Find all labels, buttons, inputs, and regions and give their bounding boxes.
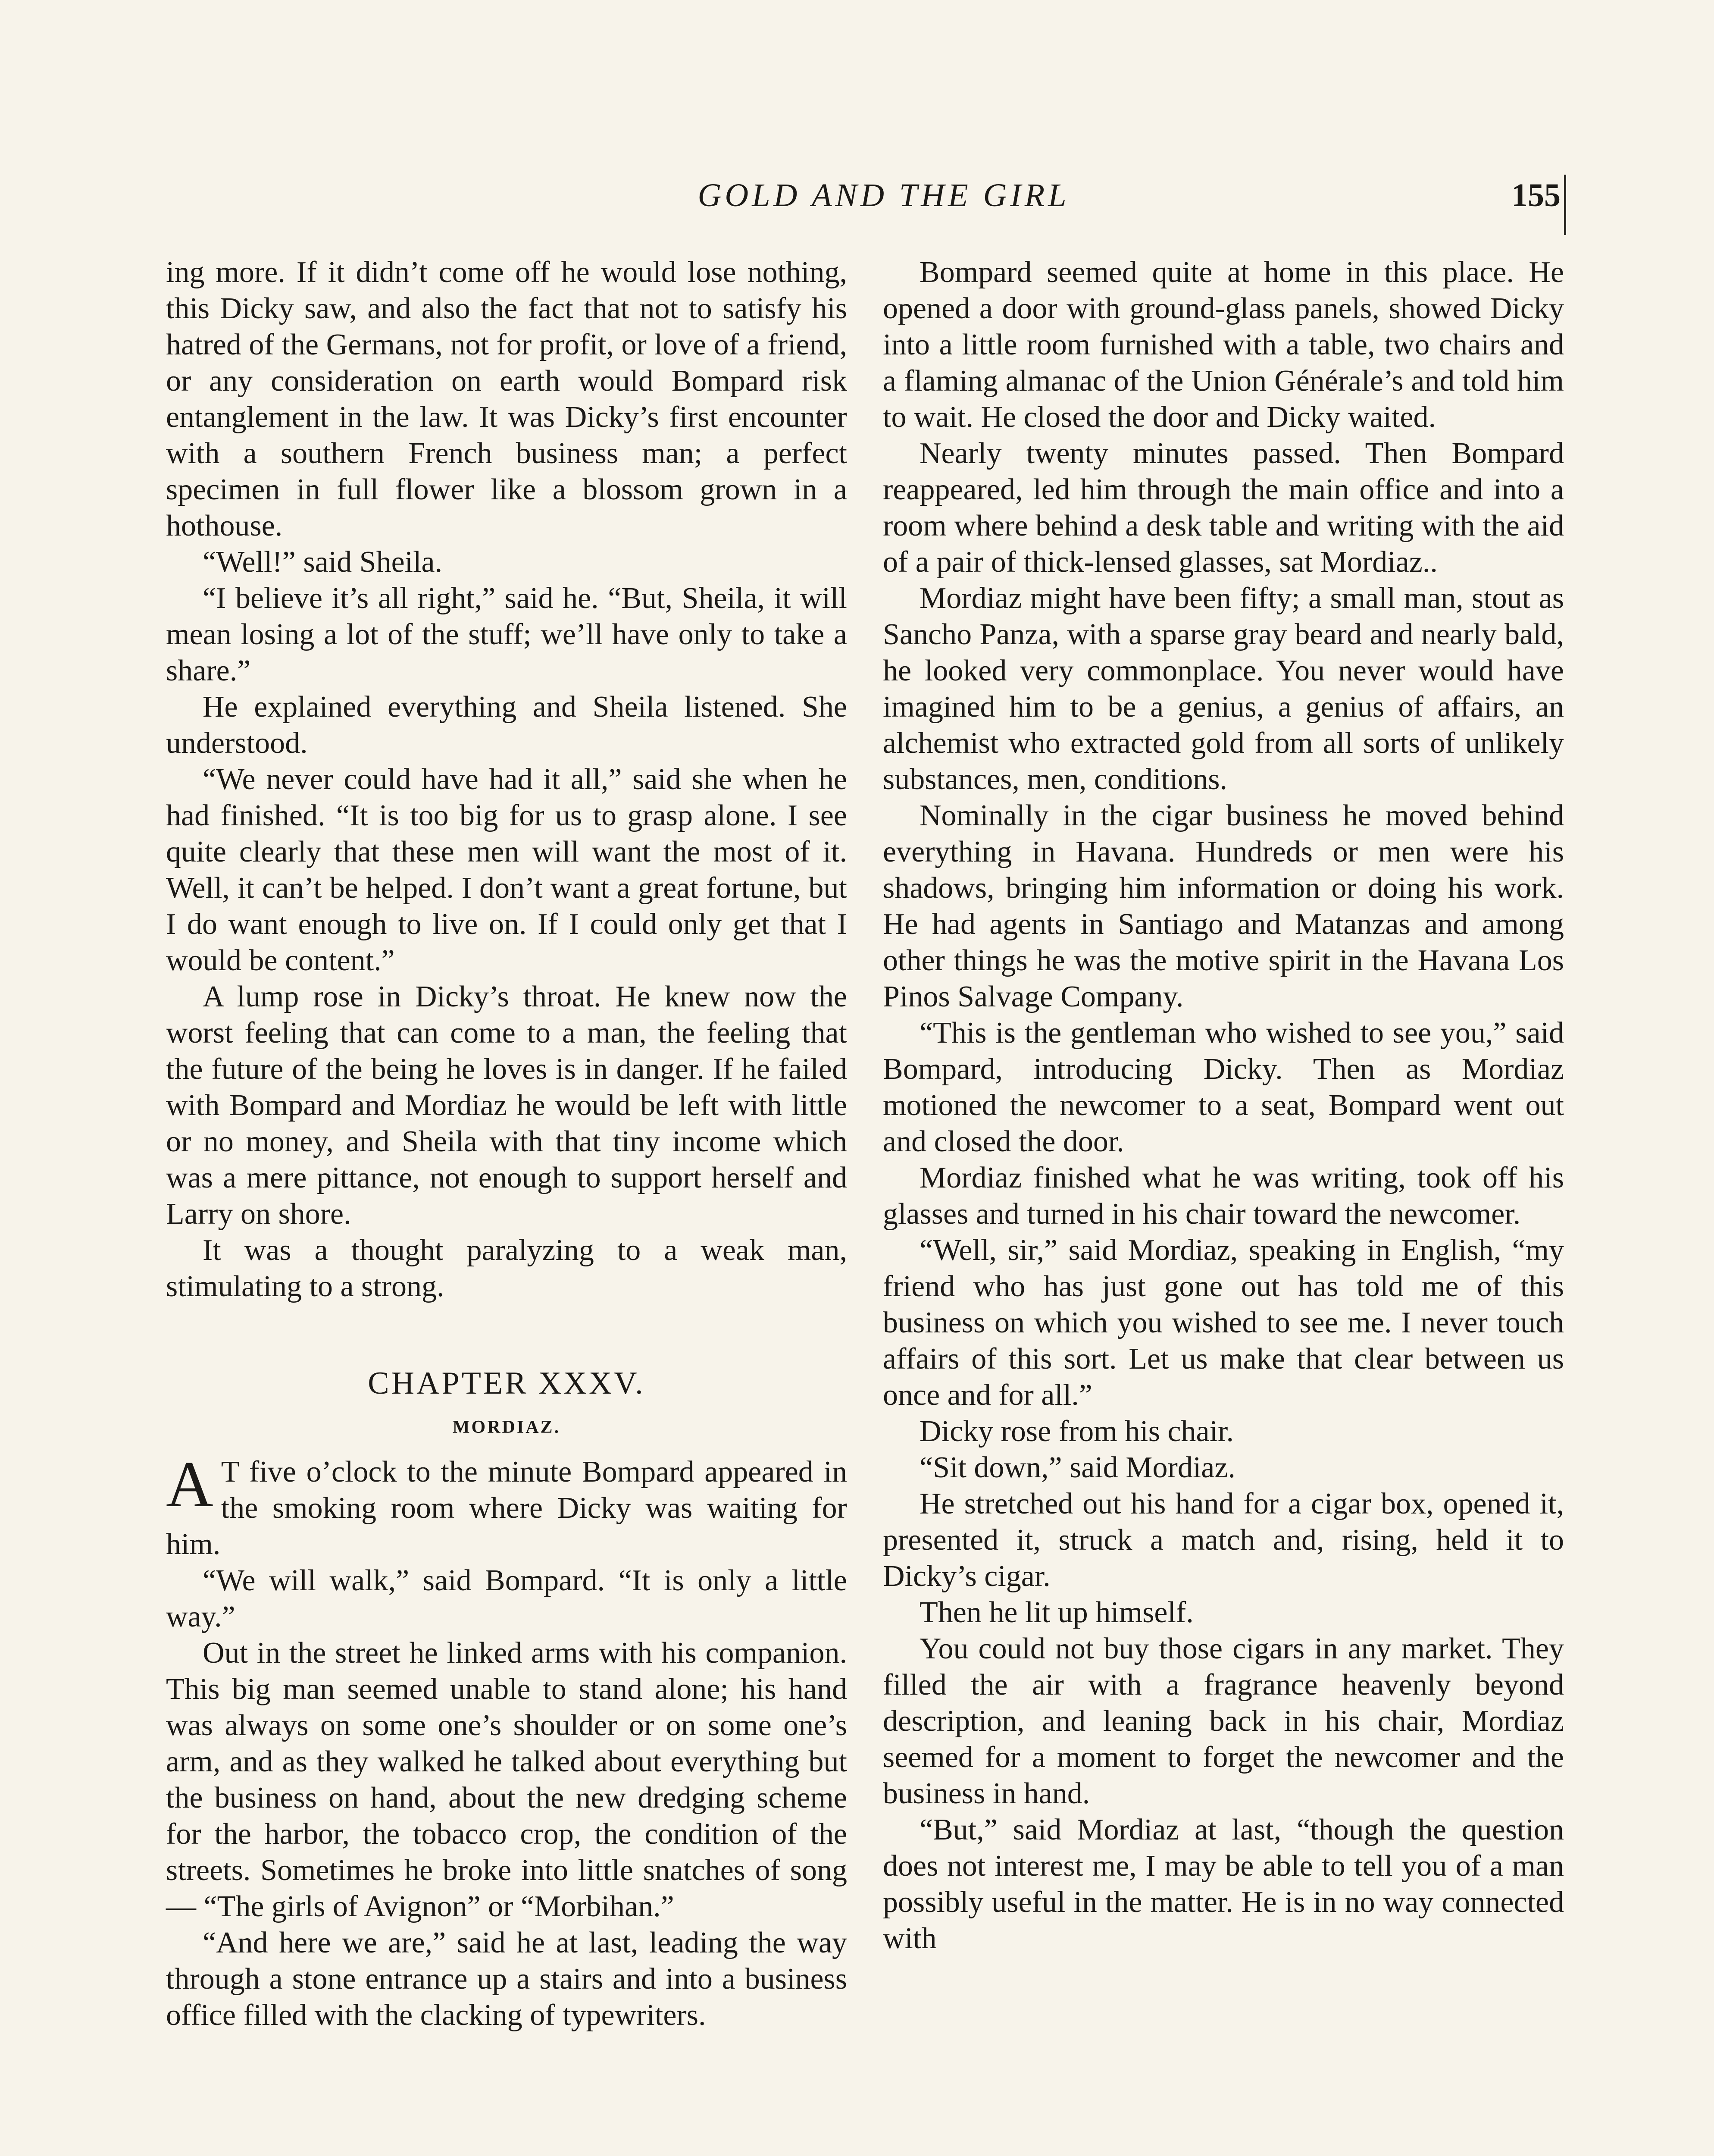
- right-column: [883, 254, 1564, 1957]
- drop-cap: A: [166, 1448, 213, 1520]
- paragraph: “And here we are,” said he at last, leading the way through a stone entrance up a stairs and into a business office filled with the clacking of typewriters.: [166, 1926, 847, 2032]
- paragraph: ing more. If it didn’t come off he would lose nothing, this Dicky saw, and also the fact that not to satisfy his hatred of the Germans, not for profit, or love of a friend, or any consideration on earth would Bompard risk entanglement in the law. It was Dicky’s first encounter with a southern French business man; a perfect specimen in full flower like a blossom grown in a hothouse.: [166, 256, 847, 542]
- opening-text: T five o’clock to the minute Bompard appeared in the smoking room where Dicky was waiting for him.: [166, 1455, 847, 1561]
- paragraph: “But,” said Mordiaz at last, “though the question does not interest me, I may be able to tell you of a man possibly useful in the matter. He is in no way connected with: [883, 1813, 1564, 1955]
- paragraph: “We never could have had it all,” said she when he had finished. “It is too big for us to grasp alone. I see quite clearly that these men will want the most of it. Well, it can’t be helped. I don’t want a great fortune, but I do want enough to live on. If I could only get that I would be content.”: [166, 763, 847, 977]
- chapter-subtitle: MORDIAZ.: [452, 1417, 561, 1437]
- paragraph: Mordiaz finished what he was writing, took off his glasses and turned in his chair toward the newcomer.: [883, 1161, 1564, 1231]
- left-column: [166, 254, 847, 2034]
- chapter-heading: CHAPTER XXXV.: [368, 1366, 645, 1401]
- paragraph: He stretched out his hand for a cigar box, opened it, presented it, struck a match and, rising, held it to Dicky’s cigar.: [883, 1487, 1564, 1593]
- paragraph: It was a thought paralyzing to a weak man, stimulating to a strong.: [166, 1234, 847, 1303]
- paragraph: Bompard seemed quite at home in this place. He opened a door with ground-glass panels, showed Dicky into a little room furnished with a table, two chairs and a flaming almanac of the Union Générale’s and told him to wait. He closed the door and Dicky waited.: [883, 256, 1564, 434]
- paragraph: You could not buy those cigars in any market. They filled the air with a fragrance heavenly beyond description, and leaning back in his chair, Mordiaz seemed for a moment to forget the newcomer and the business in hand.: [883, 1632, 1564, 1810]
- paragraph: “We will walk,” said Bompard. “It is only a little way.”: [166, 1564, 847, 1633]
- paragraph: Nearly twenty minutes passed. Then Bompard reappeared, led him through the main office and into a room where behind a desk table and writing with the aid of a pair of thick-lensed glasses, sat Mordiaz..: [883, 437, 1564, 579]
- running-head: GOLD AND THE GIRL: [697, 177, 1070, 213]
- paragraph: “I believe it’s all right,” said he. “But, Sheila, it will mean losing a lot of the stuff; we’ll have only to take a share.”: [166, 582, 847, 687]
- paragraph: Dicky rose from his chair.: [920, 1415, 1234, 1448]
- paragraph: “Sit down,” said Mordiaz.: [920, 1451, 1235, 1484]
- paragraph: Out in the street he linked arms with his companion. This big man seemed unable to stand alone; his hand was always on some one’s shoulder or on some one’s arm, and as they walked he talked about everything but the business on hand, about the new dredging scheme for the harbor, the tobacco crop, the condition of the streets. Sometimes he broke into little snatches of song— “The girls of Avignon” or “Morbihan.”: [166, 1636, 847, 1923]
- paragraph: “This is the gentleman who wished to see you,” said Bompard, introducing Dicky. Then as Mordiaz motioned the newcomer to a seat, Bompard went out and closed the door.: [883, 1016, 1564, 1158]
- paragraph: “Well, sir,” said Mordiaz, speaking in English, “my friend who has just gone out has told me of this business on which you wished to see me. I never touch affairs of this sort. Let us make that clear between us once and for all.”: [883, 1234, 1564, 1412]
- page-number-rule: [1564, 175, 1566, 235]
- paragraph: A lump rose in Dicky’s throat. He knew now the worst feeling that can come to a man, the feeling that the future of the being he loves is in danger. If he failed with Bompard and Mordiaz he would be left with little or no money, and Sheila with that tiny income which was a mere pittance, not enough to support herself and Larry on shore.: [166, 980, 847, 1231]
- paragraph: Nominally in the cigar business he moved behind everything in Havana. Hundreds or men were his shadows, bringing him information or doing his work. He had agents in Santiago and Matanzas and among other things he was the motive spirit in the Havana Los Pinos Salvage Company.: [883, 799, 1564, 1013]
- paragraph: “Well!” said Sheila.: [203, 545, 443, 579]
- page-number: 155: [1511, 177, 1561, 213]
- paragraph: He explained everything and Sheila listened. She understood.: [166, 690, 847, 760]
- paragraph: Mordiaz might have been fifty; a small man, stout as Sancho Panza, with a sparse gray beard and nearly bald, he looked very commonplace. You never would have imagined him to be a genius, a genius of affairs, an alchemist who extracted gold from all sorts of unlikely substances, men, conditions.: [883, 582, 1564, 796]
- paragraph: Then he lit up himself.: [920, 1596, 1194, 1629]
- chapter-opening-paragraph: [166, 1448, 847, 1563]
